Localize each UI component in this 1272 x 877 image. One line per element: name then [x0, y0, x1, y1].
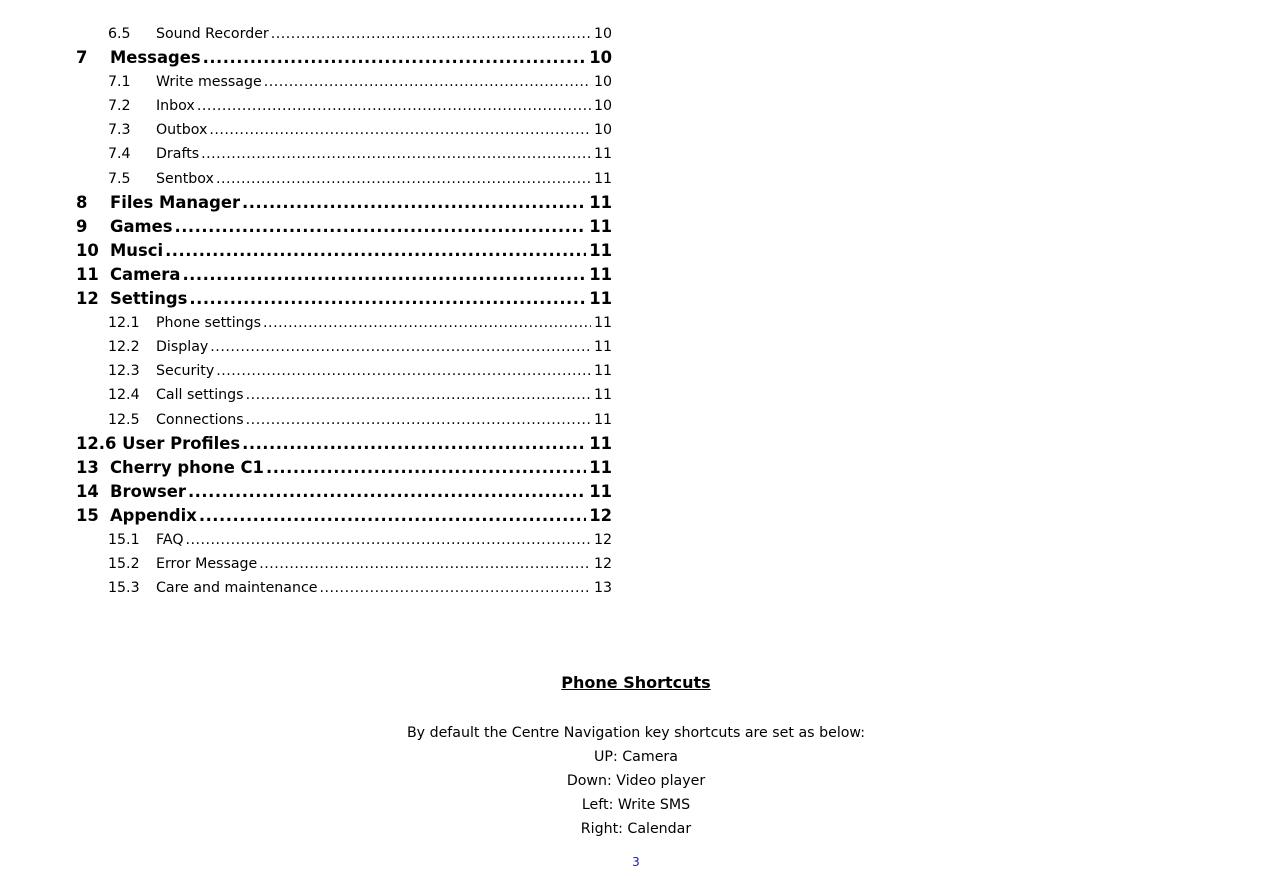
phone-shortcuts-intro: By default the Centre Navigation key shortcuts are set as below:	[406, 725, 866, 741]
toc-entry-number: 7.5	[108, 170, 131, 187]
toc-entry-page: 10	[591, 94, 612, 118]
toc-entry-page: 12	[591, 528, 612, 552]
toc-entry-chapter[interactable]	[76, 215, 612, 239]
toc-entry-section[interactable]	[76, 576, 612, 600]
toc-entry-number: 10	[76, 240, 99, 260]
toc-dot-leader	[185, 528, 590, 552]
toc-entry-title: Settings	[110, 287, 189, 311]
toc-entry-section[interactable]	[76, 94, 612, 118]
toc-entry-number: 8	[76, 192, 88, 212]
phone-shortcuts-title: Phone Shortcuts	[561, 673, 711, 692]
toc-entry-number: 12.4	[108, 387, 140, 404]
shortcut-right: Right: Calendar	[580, 821, 692, 837]
toc-entry-number: 12.5	[108, 411, 140, 428]
toc-entry-section[interactable]	[76, 552, 612, 576]
toc-entry-page: 11	[586, 432, 612, 456]
toc-entry-title: Camera	[110, 263, 182, 287]
toc-entry-title: Error Message	[156, 552, 259, 576]
toc-dot-leader	[209, 118, 591, 142]
toc-entry-number: 12.3	[108, 363, 140, 380]
toc-entry-number: 15.3	[108, 580, 140, 597]
toc-entry-title: Security	[156, 359, 216, 383]
toc-entry-section[interactable]	[76, 359, 612, 383]
toc-entry-section[interactable]	[76, 408, 612, 432]
toc-entry-title: Sentbox	[156, 167, 216, 191]
toc-entry-title: Files Manager	[110, 191, 242, 215]
toc-dot-leader	[210, 335, 591, 359]
toc-entry-number: 7.3	[108, 122, 131, 139]
toc-dot-leader	[203, 46, 587, 70]
toc-entry-title: Phone settings	[156, 311, 263, 335]
toc-entry-title: FAQ	[156, 528, 185, 552]
page-number: 3	[632, 855, 640, 869]
toc-entry-number: 12	[76, 289, 99, 309]
toc-entry-chapter[interactable]	[76, 456, 612, 480]
toc-dot-leader	[320, 576, 591, 600]
toc-entry-page: 11	[591, 167, 612, 191]
toc-entry-title: Messages	[110, 46, 203, 70]
toc-entry-page: 11	[591, 408, 612, 432]
toc-entry-title: Appendix	[110, 504, 199, 528]
toc-entry-number: 15.2	[108, 556, 140, 573]
toc-dot-leader	[199, 504, 586, 528]
toc-entry-chapter[interactable]	[76, 504, 612, 528]
toc-entry-section[interactable]	[76, 70, 612, 94]
toc-entry-title: Display	[156, 335, 210, 359]
toc-entry-chapter[interactable]	[76, 287, 612, 311]
toc-entry-section[interactable]	[76, 528, 612, 552]
toc-entry-section[interactable]	[76, 142, 612, 166]
toc-entry-page: 11	[586, 215, 612, 239]
toc-entry-number: 7.1	[108, 74, 131, 91]
toc-entry-number: 9	[76, 216, 88, 236]
toc-entry-number: 12.1	[108, 315, 140, 332]
toc-entry-number: 7.2	[108, 98, 131, 115]
toc-entry-number: 14	[76, 481, 99, 501]
toc-dot-leader	[263, 311, 591, 335]
toc-dot-leader	[264, 70, 591, 94]
shortcut-left: Left: Write SMS	[581, 797, 691, 813]
toc-entry-title: Browser	[110, 480, 188, 504]
toc-entry-title: Outbox	[156, 118, 209, 142]
toc-entry-title: Drafts	[156, 142, 201, 166]
toc-dot-leader	[165, 239, 586, 263]
toc-entry-page: 11	[586, 287, 612, 311]
toc-entry-page: 10	[591, 22, 612, 46]
toc-entry-chapter[interactable]	[76, 191, 612, 215]
toc-dot-leader	[246, 383, 591, 407]
toc-entry-title: Musci	[110, 239, 165, 263]
toc-entry-section[interactable]	[76, 335, 612, 359]
toc-dot-leader	[174, 215, 586, 239]
toc-entry-title: Sound Recorder	[156, 22, 271, 46]
toc-dot-leader	[201, 142, 591, 166]
toc-entry-chapter[interactable]	[76, 480, 612, 504]
toc-entry-chapter[interactable]	[76, 239, 612, 263]
toc-entry-section[interactable]	[76, 311, 612, 335]
toc-entry-title: Games	[110, 215, 174, 239]
toc-entry-title: Connections	[156, 408, 246, 432]
toc-entry-page: 11	[591, 311, 612, 335]
shortcut-down: Down: Video player	[566, 773, 706, 789]
toc-dot-leader	[188, 480, 586, 504]
toc-entry-page: 11	[586, 191, 612, 215]
toc-entry-page: 11	[591, 335, 612, 359]
toc-dot-leader	[242, 191, 586, 215]
toc-entry-page: 12	[591, 552, 612, 576]
toc-dot-leader	[259, 552, 591, 576]
toc-entry-chapter[interactable]	[76, 263, 612, 287]
toc-entry-number: 15.1	[108, 531, 140, 548]
toc-entry-page: 11	[591, 359, 612, 383]
toc-dot-leader	[189, 287, 586, 311]
toc-entry-title: 12.6 User Profiles	[76, 432, 242, 456]
toc-entry-title: Inbox	[156, 94, 197, 118]
toc-entry-number: 11	[76, 264, 99, 284]
toc-dot-leader	[246, 408, 591, 432]
toc-dot-leader	[182, 263, 586, 287]
toc-entry-number: 13	[76, 457, 99, 477]
toc-entry-page: 10	[591, 70, 612, 94]
toc-entry-section[interactable]	[76, 118, 612, 142]
toc-dot-leader	[271, 22, 591, 46]
toc-dot-leader	[216, 359, 591, 383]
toc-entry-page: 10	[586, 46, 612, 70]
toc-entry-number: 6.5	[108, 26, 131, 42]
toc-entry-section[interactable]	[76, 167, 612, 191]
toc-entry-number: 7	[76, 48, 88, 68]
toc-entry-page: 11	[586, 263, 612, 287]
toc-entry-title: Call settings	[156, 383, 246, 407]
toc-dot-leader	[197, 94, 591, 118]
toc-entry-page: 11	[591, 142, 612, 166]
toc-entry-number: 7.4	[108, 146, 131, 163]
shortcut-up: UP: Camera	[594, 749, 678, 765]
toc-entry-title: Write message	[156, 70, 264, 94]
toc-entry-number: 15	[76, 505, 99, 525]
toc-dot-leader	[266, 456, 586, 480]
toc-entry-page: 11	[586, 456, 612, 480]
table-of-contents	[76, 22, 612, 600]
toc-entry-title: Cherry phone C1	[110, 456, 266, 480]
toc-entry-chapter[interactable]	[76, 432, 612, 456]
toc-entry-page: 11	[591, 383, 612, 407]
toc-entry-number: 12.2	[108, 339, 140, 356]
toc-entry-page: 12	[586, 504, 612, 528]
toc-dot-leader	[216, 167, 591, 191]
toc-entry-section[interactable]	[76, 22, 612, 46]
toc-entry-page: 11	[586, 480, 612, 504]
toc-entry-title: Care and maintenance	[156, 576, 320, 600]
toc-entry-page: 13	[591, 576, 612, 600]
toc-entry-page: 10	[591, 118, 612, 142]
toc-entry-page: 11	[586, 239, 612, 263]
toc-dot-leader	[242, 432, 586, 456]
toc-entry-section[interactable]	[76, 383, 612, 407]
phone-shortcuts-section	[0, 671, 1272, 841]
toc-entry-chapter[interactable]	[76, 46, 612, 70]
